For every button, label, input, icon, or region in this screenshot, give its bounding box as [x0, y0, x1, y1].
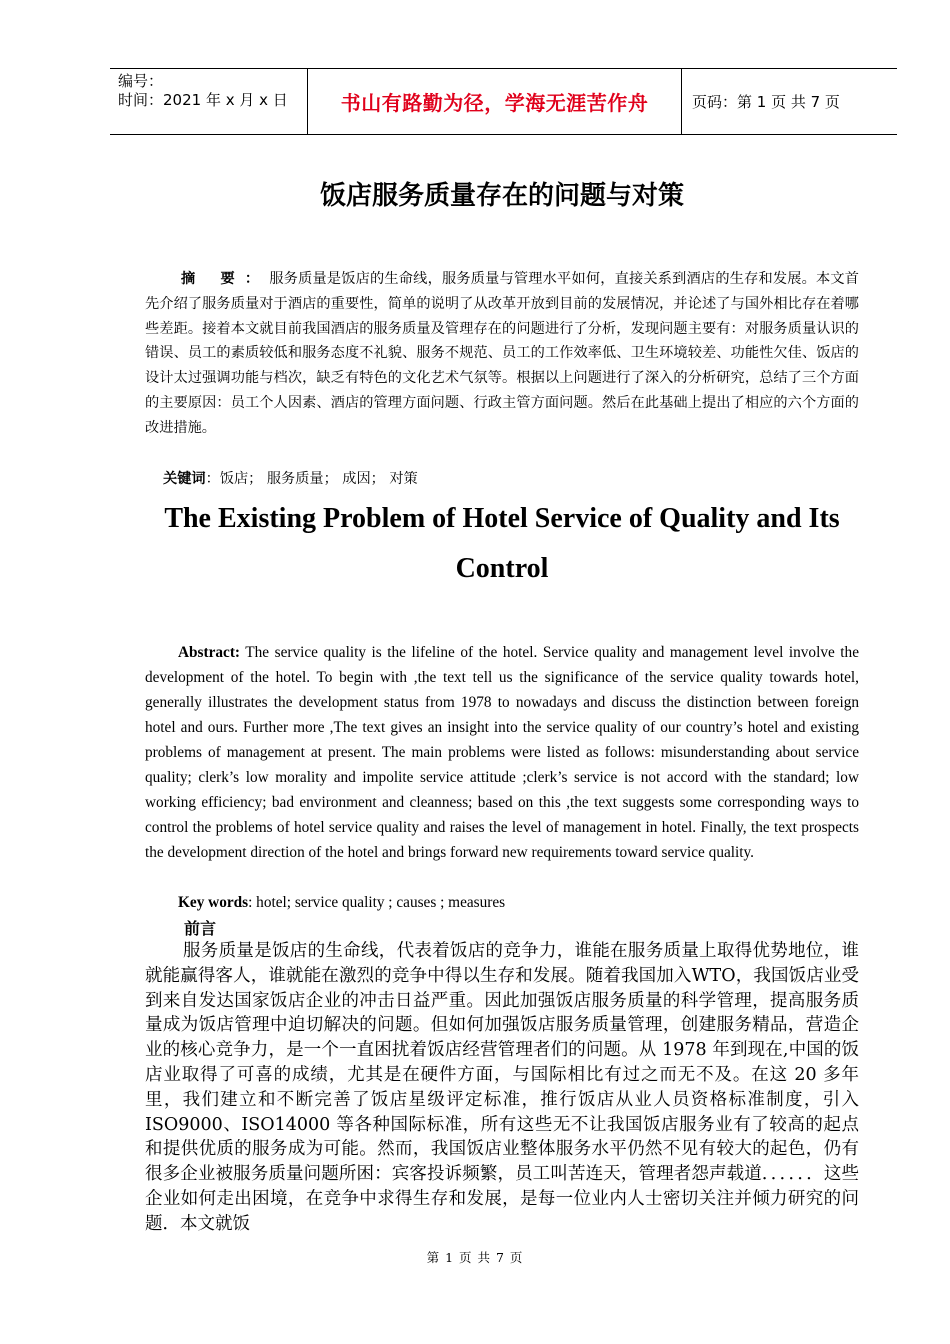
preface-body-text: 服务质量是饭店的生命线，代表着饭店的竞争力，谁能在服务质量上取得优势地位，谁就能赢得客人，谁就能在激烈的竞争中得以生存和发展。随着我国加入WTO，我国饭店业受到来自发达国家饭店企业的冲击日益严重。因此加强饭店服务质量的科学管理，提高服务质量成为饭店管理中迫切解决的问题。但如何加强饭店服务质量管理，创建服务精品，营造企业的核心竞争力，是一个一直困扰着饭店经营管理者们的问题。从 1978 年到现在,中国的饭店业取得了可喜的成绩，尤其是在硬件方面，与国际相比有过之而无不及。在这 20 多年里，我们建立和不断完善了饭店星级评定标准，推行饭店从业人员资格标准制度，引入 ISO9000、ISO14000 等各种国际标准，所有这些无不让我国饭店服务业有了较高的起点和提供优质的服务成为可能。然而，我国饭店业整体服务水平仍然不见有较大的起色，仍有很多企业被服务质量问题所困：宾客投诉频繁，员工叫苦连天，管理者怨声载道．．．．．．这些企业如何走出困境，在竞争中求得生存和发展，是每一位业内人士密切关注并倾力研究的问题．本文就饭 [145, 941, 859, 1234]
header-motto: 书山有路勤为径，学海无涯苦作舟 [308, 69, 682, 134]
english-keywords-text: : hotel; service quality ; causes ; measures [248, 894, 506, 911]
document-number: 编号： [118, 72, 164, 90]
page-footer: 第 1 页 共 7 页 [426, 1250, 524, 1265]
document-date: 时间：2021 年 x 月 x 日 [118, 91, 288, 109]
english-keywords-label: Key words [178, 894, 249, 911]
chinese-keywords-text: ：饭店； 服务质量； 成因； 对策 [205, 471, 418, 487]
english-title: The Existing Problem of Hotel Service of Quality and Its Control [164, 503, 840, 584]
chinese-abstract-text: 服务质量是饭店的生命线，服务质量与管理水平如何，直接关系到酒店的生存和发展。本文首先介绍了服务质量对于酒店的重要性，简单的说明了从改革开放到目前的发展情况，并论述了与国外相比存在着哪些差距。接着本文就目前我国酒店的服务质量及管理存在的问题进行了分析，发现问题主要有：对服务质量认识的错误、员工的素质较低和服务态度不礼貌、服务不规范、员工的工作效率低、卫生环境较差、功能性欠佳、饭店的设计太过强调功能与档次，缺乏有特色的文化艺术气氛等。根据以上问题进行了深入的分析研究，总结了三个方面的主要原因：员工个人因素、酒店的管理方面问题、行政主管方面问题。然后在此基础上提出了相应的六个方面的改进措施。 [145, 271, 859, 436]
english-abstract [145, 640, 859, 865]
chinese-abstract-label: 摘 要： [181, 271, 270, 287]
section-heading-preface: 前言 [184, 919, 217, 938]
chinese-title: 饭店服务质量存在的问题与对策 [319, 181, 684, 211]
chinese-keywords [163, 467, 863, 491]
chinese-keywords-label: 关键词 [163, 471, 206, 487]
english-keywords [178, 890, 858, 915]
english-abstract-label: Abstract: [178, 644, 241, 661]
header-page-info: 页码：第 1 页 共 7 页 [692, 93, 840, 111]
chinese-abstract [145, 267, 859, 441]
header-meta-cell [110, 69, 308, 134]
english-abstract-text: The service quality is the lifeline of the hotel. Service quality and management level involve the development of the hotel. To begin with ,the text tell us the significance of the service quality towards hotel, generally illustrates the development status from 1978 to nowadays and discuss the distinction between foreign hotel and ours. Further more ,The text gives an insight into the service quality of our country’s hotel and existing problems of management at present. The main problems were listed as follows: misunderstanding about service quality; clerk’s low morality and impolite service attitude ;clerk’s service is not accord with the standard; low working efficiency; bad environment and cleanness; based on this ,the text suggests some corresponding ways to control the problems of hotel service quality and raises the level of management in hotel. Finally, the text prospects the development direction of the hotel and brings forward new requirements toward service quality. [145, 644, 859, 861]
document-header [110, 68, 897, 135]
